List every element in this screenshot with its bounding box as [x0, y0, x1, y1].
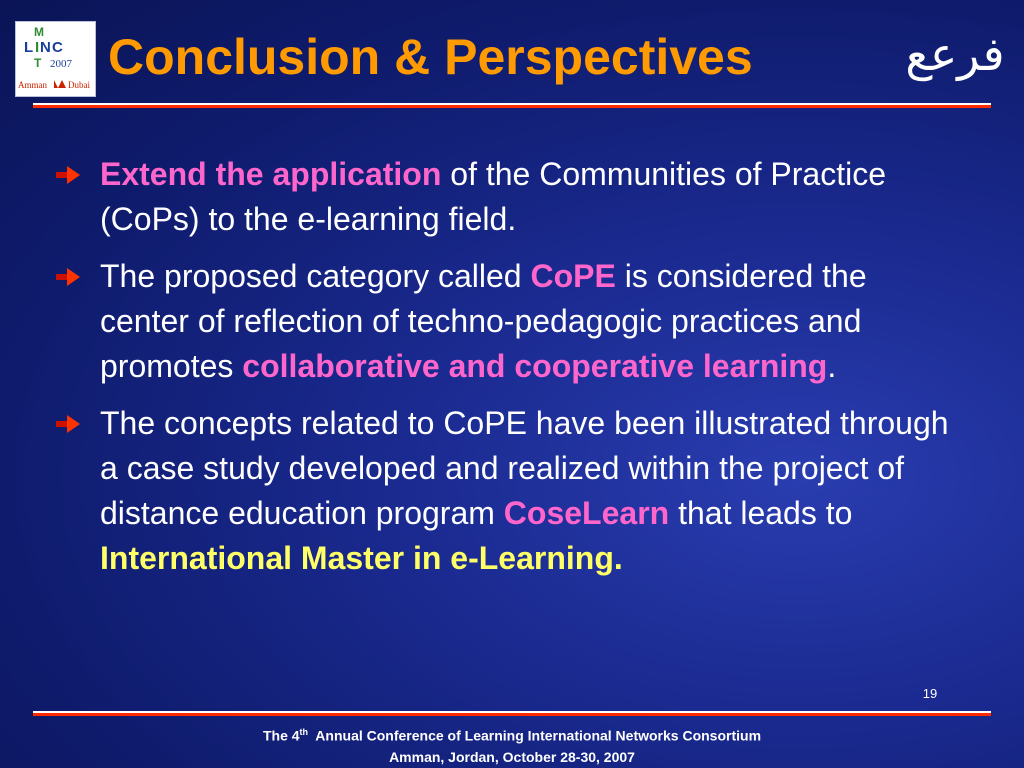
logo-letter: L [24, 39, 34, 56]
logo-year: 2007 [50, 58, 72, 70]
bullet-text: The proposed category called [100, 258, 531, 294]
logo-right-city: Dubai [68, 80, 90, 90]
arrow-bullet-icon [56, 415, 80, 433]
footer-line-1: The 4th Annual Conference of Learning International Networks Consortium [262, 727, 762, 744]
bullet-highlight-yellow: International Master in e-Learning. [100, 540, 623, 576]
bullet-text: is considered the center of reflection of techno-pedagogic practices and promotes [100, 258, 867, 384]
footer-line-2: Amman, Jordan, October 28-30, 2007 [389, 748, 635, 765]
bullet-text: . [827, 348, 837, 384]
arabic-calligraphy-emblem [905, 20, 1005, 90]
logo-letter: I [35, 39, 40, 56]
bullet-list [56, 152, 956, 593]
arrow-bullet-icon [56, 166, 80, 184]
logo-letter: N [40, 39, 51, 56]
logo-emblem-icon [54, 80, 66, 88]
conference-logo [15, 21, 96, 97]
footer-divider [33, 711, 991, 716]
bullet-highlight: collaborative and cooperative learning [242, 348, 828, 384]
bullet-item [56, 401, 956, 581]
footer [0, 722, 1024, 768]
bullet-text: of the Communities of Practice (CoPs) to the e-learning field. [100, 156, 886, 237]
bullet-item [56, 152, 956, 242]
header-divider [33, 103, 991, 108]
logo-left-city: Amman [18, 80, 47, 90]
bullet-item [56, 254, 956, 389]
linc-logo-graphic [16, 22, 95, 96]
logo-letter: T [34, 56, 42, 70]
bullet-text: The concepts related to CoPE have been illustrated through a case study developed and realized within the project of distance education program [100, 405, 949, 531]
calligraphy-text: فرعع [905, 27, 1005, 81]
bullet-text: that leads to [669, 495, 853, 531]
logo-letter: M [34, 25, 44, 39]
bullet-highlight: CoseLearn [503, 495, 670, 531]
bullet-highlight: CoPE [530, 258, 616, 294]
logo-letter: C [52, 39, 63, 56]
arrow-bullet-icon [56, 268, 80, 286]
page-number: 19 [922, 686, 938, 701]
slide-title: Conclusion & Perspectives [108, 29, 753, 85]
bullet-highlight: Extend the application [100, 156, 442, 192]
